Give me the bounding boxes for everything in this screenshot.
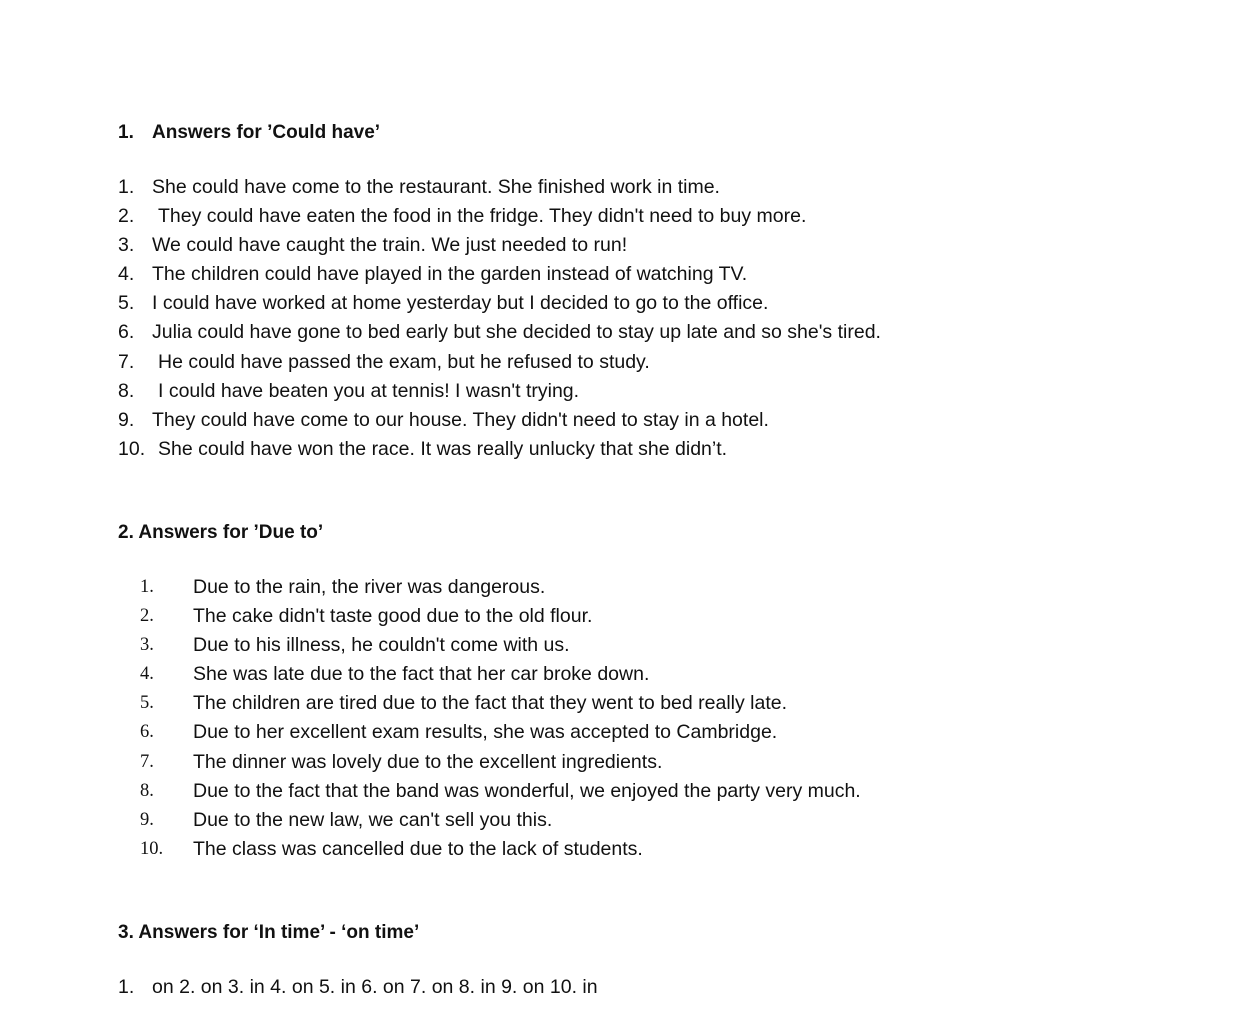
list-item-number: 3. [140,635,154,656]
list-item-text: She could have come to the restaurant. She finished work in time. [152,176,720,198]
list-item-number: 5. [140,693,154,714]
list-item-number: 8. [118,379,135,402]
list-item-number: 9. [118,408,135,431]
list-item-text: Due to her excellent exam results, she was accepted to Cambridge. [193,721,778,744]
list-item-number: 7. [140,751,154,772]
list-item-text: He could have passed the exam, but he refused to study. [158,350,650,373]
list-item-number: 1. [140,577,154,597]
list-item-text: I could have worked at home yesterday but I decided to go to the office. [152,292,769,315]
list-item-number: 2. [118,205,135,228]
list-item-text: The children are tired due to the fact that they went to bed really late. [193,692,788,715]
list-item-text: They could have eaten the food in the fridge. They didn't need to buy more. [158,205,807,228]
list-item-number: 7. [118,350,135,373]
list-item-number: 4. [118,263,135,286]
list-item-text: We could have caught the train. We just needed to run! [152,234,628,257]
section-1-number: 1. [118,122,134,143]
list-item-number: 10. [118,437,146,460]
list-item-text: Due to his illness, he couldn't come with us. [193,634,570,657]
list-item-number: 5. [118,292,135,315]
list-item-text: The children could have played in the garden instead of watching TV. [152,263,748,286]
section-3-heading: 3. Answers for ‘In time’ - ‘on time’ [118,922,420,943]
list-item-text: Due to the new law, we can't sell you this. [193,808,553,831]
list-item-number: 1. [118,976,135,998]
list-item-number: 10. [140,838,164,859]
list-item-number: 8. [140,780,154,801]
list-item-text: The dinner was lovely due to the excellent ingredients. [193,750,663,773]
list-item-number: 6. [118,321,135,344]
list-item-number: 6. [140,722,154,743]
list-item-text: on 2. on 3. in 4. on 5. in 6. on 7. on 8. in 9. on 10. in [152,976,598,998]
section-1-heading [118,121,381,145]
list-item-text: They could have come to our house. They didn't need to stay in a hotel. [152,408,769,431]
section-2-heading: 2. Answers for ’Due to’ [118,522,324,543]
list-item-number: 9. [140,809,154,830]
list-item-text: She was late due to the fact that her car broke down. [193,663,650,686]
list-item-text: She could have won the race. It was really unlucky that she didn’t. [158,437,728,460]
list-item-number: 4. [140,664,154,685]
list-item-text: I could have beaten you at tennis! I wasn't trying. [158,379,580,402]
list-item-text: Due to the rain, the river was dangerous. [193,576,546,598]
list-item-text: The cake didn't taste good due to the old flour. [193,605,593,628]
list-item-text: Due to the fact that the band was wonderful, we enjoyed the party very much. [193,779,861,802]
list-item-number: 3. [118,234,135,257]
section-1-title: Answers for ’Could have’ [152,122,381,143]
list-item-text: Julia could have gone to bed early but she decided to stay up late and so she's tired. [152,321,881,344]
list-item-number: 2. [140,606,154,627]
list-item-number: 1. [118,176,135,198]
list-item-text: The class was cancelled due to the lack of students. [193,837,643,860]
